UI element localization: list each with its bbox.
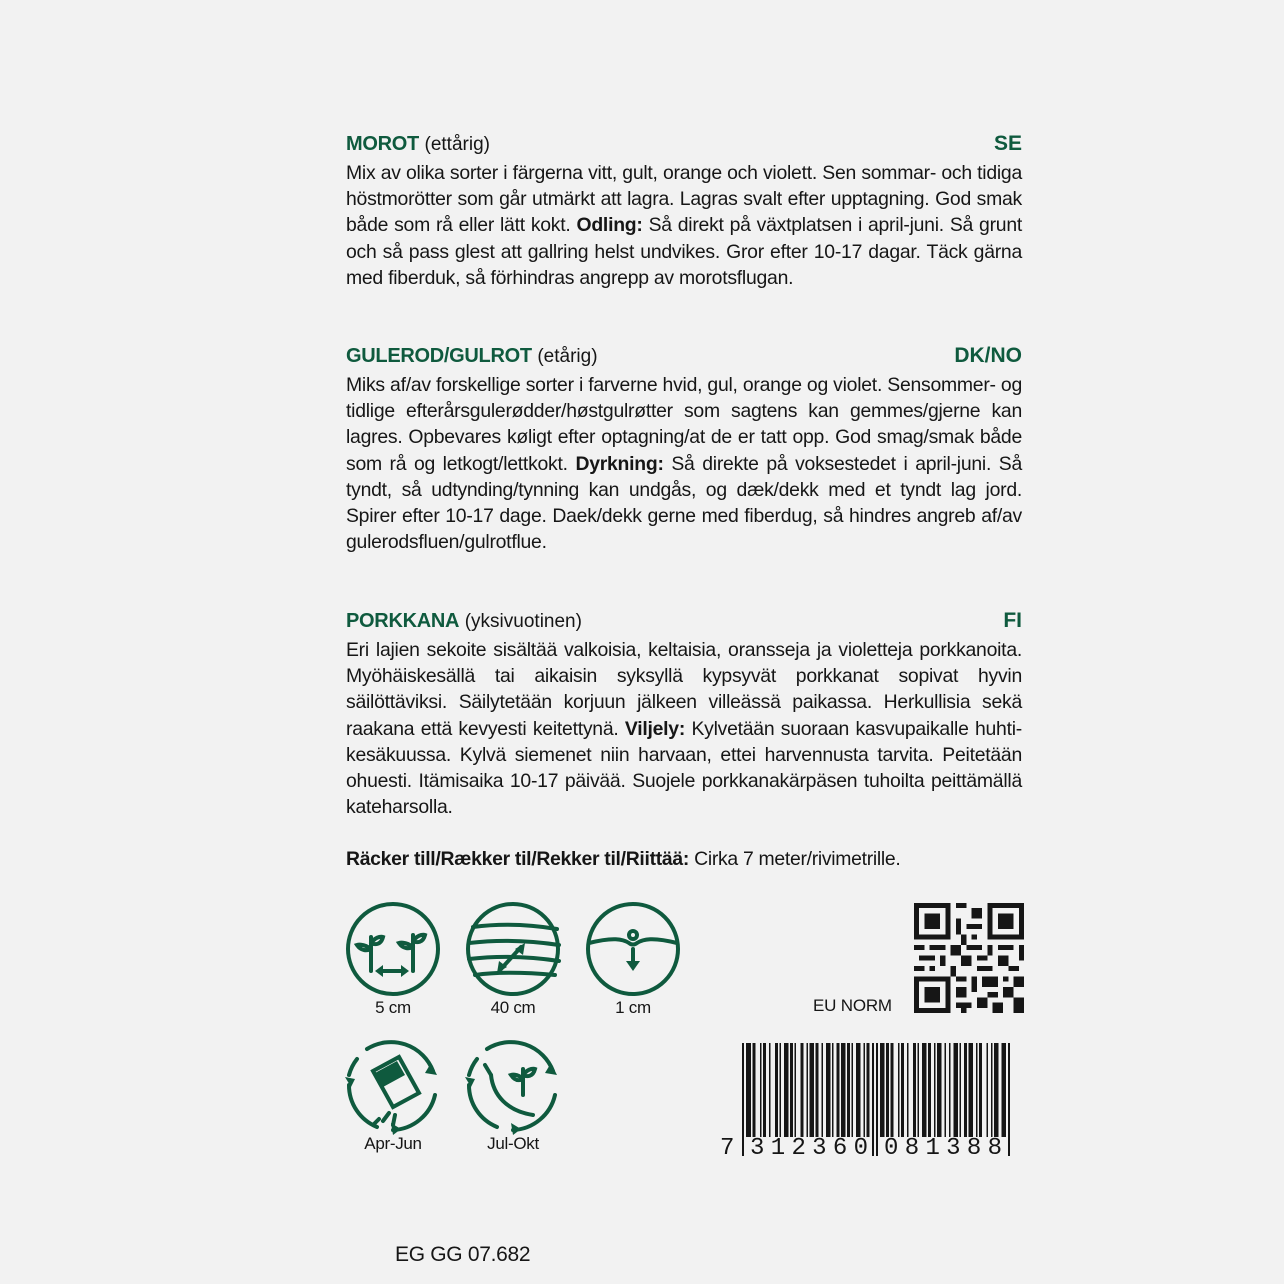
variety-name: PORKKANA: [346, 610, 460, 632]
section-title: [346, 610, 582, 633]
language-code: FI: [1003, 609, 1022, 632]
section-header: [346, 344, 1022, 372]
icon-caption: 1 cm: [615, 998, 651, 1017]
body-label: Odling:: [576, 214, 643, 237]
coverage-value: Cirka 7 meter/rivimetrille.: [694, 848, 901, 870]
eu-norm-label: EU NORM: [813, 996, 892, 1015]
section-body: [346, 637, 1022, 820]
variety-name: GULEROD/GULROT: [346, 345, 532, 367]
section-header: [346, 132, 1022, 160]
row-spacing-icon: [463, 899, 563, 999]
body-text-before: Miks af/av forskellige sorter i farverne hvid, gul, orange og violet. Sensommer- og tidlige efterårsgulerødder/høstgulrøtter som sagtens kan gemmes/gjerne kan lagres. Opbevares køligt efter optagning/at de er tatt opp. God smag/smak både som rå og letkogt/lettkokt.: [346, 374, 1022, 475]
body-label: Dyrkning:: [575, 452, 664, 475]
coverage-label: Räcker till/Rækker til/Rekker til/Riittää:: [346, 848, 690, 870]
variety-subtitle: (etårig): [537, 346, 598, 367]
section-body: [346, 372, 1022, 555]
variety-name: MOROT: [346, 133, 419, 155]
barcode-first-digit: 7: [720, 1135, 735, 1156]
section-dk-no: [346, 344, 1022, 555]
body-text-after: Så direkt på växtplatsen i april-juni. Så grunt och så pass glest att gallring helst undvikes. Gror efter 10-17 dagar. Täck gärna med fiberduk, så förhindras angrepp av morotsflugan.: [346, 214, 1022, 289]
barcode-right-digits: 081388: [884, 1135, 1002, 1156]
icon-caption: 40 cm: [490, 998, 536, 1017]
language-code: DK/NO: [954, 344, 1022, 367]
language-code: SE: [993, 132, 1022, 155]
section-fi: [346, 609, 1022, 820]
body-text-after: Så direkte på voksestedet i april-juni. Så tyndt, så udtynding/tynning kan undgås, og dæk/dekk med et tyndt lag jord. Spirer efter 10-17 dage. Daek/dekk gerne med fiberdug, så hindres angreb af/av gulerodsfluen/gulrotflue.: [346, 452, 1022, 554]
section-title: [346, 345, 598, 368]
barcode: [720, 1043, 1025, 1156]
body-text-after: Kylvetään suoraan kasvupaikalle huhti-kesäkuussa. Kylvä siemenet niin harvaan, ettei harvennusta tarvita. Peitetään ohuesti. Itämisaika 10-17 päivää. Suojele porkkanakärpäsen tuhoilta peittämällä kateharsolla.: [346, 717, 1022, 819]
coverage-line: [346, 848, 900, 871]
sowing-depth-icon: [583, 899, 683, 999]
body-text-before: Eri lajien sekoite sisältää valkoisia, keltaisia, oransseja ja violetteja porkkanoita. Myöhäiskesällä tai aikaisin syksyllä kypsyvät porkkanat sopivat hyvin säilöttäviksi. Säilytetään korjuun jälkeen villeässä paikassa. Herkullisia sekä raakana että kevyesti keitettynä.: [346, 639, 1022, 740]
section-header: [346, 609, 1022, 637]
harvest-time-icon: [463, 1035, 563, 1135]
plant-spacing-icon: [343, 899, 443, 999]
barcode-left-digits: 312360: [750, 1135, 868, 1156]
section-title: [346, 133, 490, 156]
variety-subtitle: (yksivuotinen): [464, 611, 582, 632]
icon-caption: Jul-Okt: [487, 1134, 539, 1153]
sowing-time-icon: [343, 1035, 443, 1135]
section-body: [346, 160, 1022, 291]
qr-code-icon: [914, 903, 1024, 1013]
body-label: Viljely:: [624, 717, 686, 740]
icon-caption: 5 cm: [375, 998, 411, 1017]
product-code: EG GG 07.682: [395, 1243, 531, 1266]
section-se: [346, 132, 1022, 291]
icon-caption: Apr-Jun: [364, 1134, 422, 1153]
body-text-before: Mix av olika sorter i färgerna vitt, gult, orange och violett. Sen sommar- och tidiga höstmorötter som går utmärkt att lagra. Lagras svalt efter upptagning. God smak både som rå eller lätt kokt.: [346, 162, 1022, 237]
variety-subtitle: (ettårig): [424, 134, 490, 155]
